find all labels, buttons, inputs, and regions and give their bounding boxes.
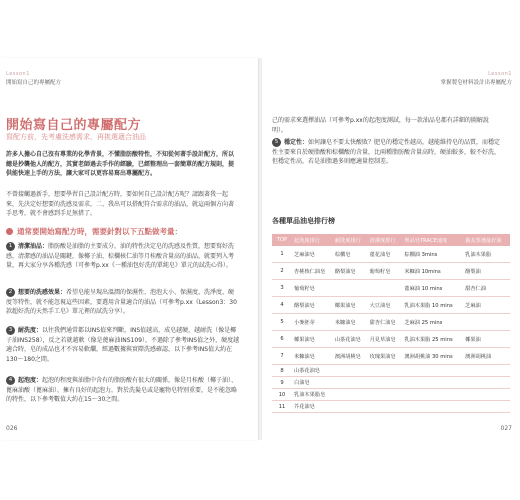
table-cell: 葡萄籽皂 <box>292 280 333 297</box>
table-cell: 月見草油皂 <box>368 331 403 348</box>
item-label: 起泡度： <box>18 377 43 384</box>
item-number-badge: 4 <box>6 376 15 385</box>
lesson-label-right: Lesson1 <box>488 71 512 77</box>
table-cell: 小麥胚芽 <box>292 314 333 331</box>
page-number-left: 026 <box>6 425 18 432</box>
table-cell <box>368 280 403 297</box>
table-row <box>272 314 510 331</box>
item-label: 耐洗度： <box>18 327 43 334</box>
rank-number-cell: 9 <box>272 377 292 389</box>
lesson-label-left: Lesson1 <box>6 71 30 77</box>
item-text: 如何讓皂不要太快酸敗？肥皂的穩定性越高，越能維持皂的品質，而穩定性主要來自於硬脂酸和棕櫚酸的含量，比兩種脂肪酸含量高時，硬油較多，較不好洗，但穩定性高，若是油脂過多則應適量控制差。 <box>272 139 501 165</box>
column-header: 起泡度排行 <box>292 234 333 246</box>
table-cell: 芥花油皂 <box>292 401 333 413</box>
table-cell: 杏桃核仁油皂 <box>292 263 333 280</box>
table-cell: 米糠油 10mins <box>402 263 463 280</box>
item-number-badge: 2 <box>6 288 15 297</box>
table-cell: 米糠油皂 <box>292 348 333 365</box>
table-cell: 椰果油皂 <box>292 331 333 348</box>
column-header: TOP <box>272 234 292 246</box>
table-title: 各種單品油皂排行榜 <box>272 217 335 225</box>
table-header-row <box>272 234 510 246</box>
table-cell <box>463 365 510 377</box>
table-cell <box>402 401 463 413</box>
table-cell: 乳油木果脂 <box>463 246 510 263</box>
table-cell <box>333 280 368 297</box>
rank-number-cell: 7 <box>272 348 292 365</box>
running-header-left: 開始寫自己的專屬配方 <box>6 80 62 86</box>
table-row <box>272 246 510 263</box>
table-cell <box>463 389 510 401</box>
table-row <box>272 401 510 413</box>
column-header: 單品皂TRACE速度 <box>402 234 463 246</box>
list-item <box>272 138 502 167</box>
table-cell: 甜杏仁油皂 <box>368 314 403 331</box>
page-title: 開始寫自己的專屬配方 <box>6 118 142 133</box>
table-cell: 酪梨油皂 <box>333 263 368 280</box>
rank-number-cell: 5 <box>272 314 292 331</box>
table-cell: 山茶花油皂 <box>292 365 333 377</box>
page-number-right: 027 <box>500 425 512 432</box>
column-header: 耐洗度排行 <box>333 234 368 246</box>
table-cell <box>368 365 403 377</box>
item-text: 脂肪酸是油脂的主要成分，油的特性決定皂的洗感及性質，想要寫好洗感，清潔感的油品是關鍵，像椰子油、棕櫚核仁油等月桂酸含量高的油品，就要列入考量，再大家分享各種洗感（可參考p.xx《一種油包好洗的單純皂》單元的試洗心得）。 <box>6 243 235 269</box>
rank-number-cell: 6 <box>272 331 292 348</box>
list-item <box>6 376 240 405</box>
table-row <box>272 263 510 280</box>
table-row <box>272 331 510 348</box>
table-cell: 蓖麻油 10 mins <box>402 280 463 297</box>
list-item <box>6 326 240 364</box>
table-cell: 酪梨油 <box>463 263 510 280</box>
table-cell: 乳油木果脂 10 mins <box>402 297 463 314</box>
table-cell <box>333 401 368 413</box>
table-cell: 椰果油 <box>463 331 510 348</box>
item-text: 希望皂能呈現出溫潤的保濕性、泡泡大小、保濕度、洗淨度、硬度等特性，就不能忽視這些因素，要選用含量適合的油品（可參考p.xx《Lesson3：30款超好洗的天然手工皂》單元裡的試洗分享）。 <box>6 289 237 315</box>
rank-number-cell: 10 <box>272 389 292 401</box>
table-cell: 白油皂 <box>292 377 333 389</box>
table-cell: 芝麻油 <box>463 297 510 314</box>
table-cell <box>368 377 403 389</box>
item-number-badge: 5 <box>272 138 281 147</box>
table-cell: 玫瑰果油皂 <box>368 348 403 365</box>
left-page <box>0 58 258 440</box>
right-page <box>262 58 520 440</box>
table-cell <box>368 389 403 401</box>
section-heading <box>6 226 182 237</box>
table-cell <box>333 365 368 377</box>
table-cell <box>333 389 368 401</box>
table-cell: 山茶花油皂 <box>333 331 368 348</box>
table-cell <box>402 377 463 389</box>
table-cell: 澳洲胡桃油 <box>463 348 510 365</box>
table-cell: 芝麻油皂 <box>292 246 333 263</box>
table-cell <box>368 401 403 413</box>
intro-paragraph: 不曾接觸過新手，想要學習自己設計配方時，要如何自己設計配方呢？請跟著我一起來，先決定好想要的洗感及需求，二、我出可以搭配符合需求的油品，就這兩個方向著手思考，就不會感到手足無措了。 <box>6 191 235 217</box>
page-subtitle: 寫配方前，先考慮洗感需求，再挑選適合油品 <box>6 133 146 141</box>
table-row <box>272 365 510 377</box>
table-cell: 澳洲胡桃皂 <box>333 348 368 365</box>
table-cell: 酪梨油皂 <box>292 297 333 314</box>
table-cell: 乳油木果脂 25 mins <box>402 331 463 348</box>
rank-number-cell: 1 <box>272 246 292 263</box>
table-cell <box>402 389 463 401</box>
item-label: 想要的洗感效果： <box>18 289 67 296</box>
rank-number-cell: 11 <box>272 401 292 413</box>
column-header: 清潔度排行 <box>368 234 403 246</box>
list-item <box>6 242 240 271</box>
table-row <box>272 389 510 401</box>
rank-number-cell: 3 <box>272 280 292 297</box>
item-number-badge: 1 <box>6 242 15 251</box>
table-row <box>272 280 510 297</box>
table-cell: 甜杏仁油 <box>463 280 510 297</box>
table-cell: 芝麻油 25 mins <box>402 314 463 331</box>
table-cell <box>463 401 510 413</box>
table-row <box>272 377 510 389</box>
table-cell: 乳油木果脂皂 <box>292 389 333 401</box>
table-cell: 蓖花油皂 <box>368 246 403 263</box>
bullet-circle-icon <box>6 228 13 235</box>
table-cell: 葡萄籽皂 <box>368 263 403 280</box>
item-number-badge: 3 <box>6 326 15 335</box>
rank-number-cell: 8 <box>272 365 292 377</box>
item-text: 以往我們通常都以INS值來判斷，INS值越高，成皂越硬，越耐洗（像是椰子油INS258），反之若就越軟（像是蓖麻油INS109），不過除了參考INS值之外，硬度越適合時，皂的成品也才不容易軟爛，經過數據與實際洗感確認，以下參考INS值大約在130～180之間。 <box>6 327 240 363</box>
table-cell <box>463 314 510 331</box>
running-header-right: 掌握製皂材料設計出專屬配方 <box>440 80 512 86</box>
item-label: 穩定性： <box>284 139 309 146</box>
continued-paragraph: 己的需求來選擇油品（可參考p.xx的起泡度測試，每一款油品皂都有詳細的圖解說明）。 <box>272 117 489 134</box>
column-header: 親友票選最好油 <box>463 234 510 246</box>
item-label: 清潔油品： <box>18 243 49 250</box>
table-row <box>272 348 510 365</box>
table-cell: 椰果油皂 <box>333 297 368 314</box>
rank-number-cell: 2 <box>272 263 292 280</box>
rank-number-cell: 4 <box>272 297 292 314</box>
table-row <box>272 297 510 314</box>
table-cell <box>463 377 510 389</box>
table-cell: 大豆油皂 <box>368 297 403 314</box>
intro-bold-paragraph: 許多人擔心自己沒有專業的化學背景，不懂脂肪酸特性，不知從何著手設計配方，所以總是抄襲他人的配方，其實老師過去手作的經驗，已經整理出一套簡單的配方規則，提供能快速上手的方法，讓大家可以更容易寫出專屬配方。 <box>6 151 235 177</box>
list-item <box>6 288 240 317</box>
table-cell <box>402 365 463 377</box>
table-cell: 米糠油皂 <box>333 314 368 331</box>
section-heading-text: 通常要開始寫配方時，需要針對以下五點做考量： <box>17 227 182 236</box>
table-cell <box>333 377 368 389</box>
item-text: 起泡的程度與油脂中含有的脂肪酸有很大的關係，像是月桂酸（椰子油）、蓖麻油酸（蓖麻油），擁有良好的起泡力，對於洗髮皂或是寵物皂特別重要，是不能忽略的特性，以下參考數值大約在15～30之間。 <box>6 377 238 403</box>
ranking-table <box>272 234 510 413</box>
table-cell: 棕櫚油 3mins <box>402 246 463 263</box>
table-cell: 棕櫚皂 <box>333 246 368 263</box>
table-cell: 澳洲胡桃油 30 mins <box>402 348 463 365</box>
